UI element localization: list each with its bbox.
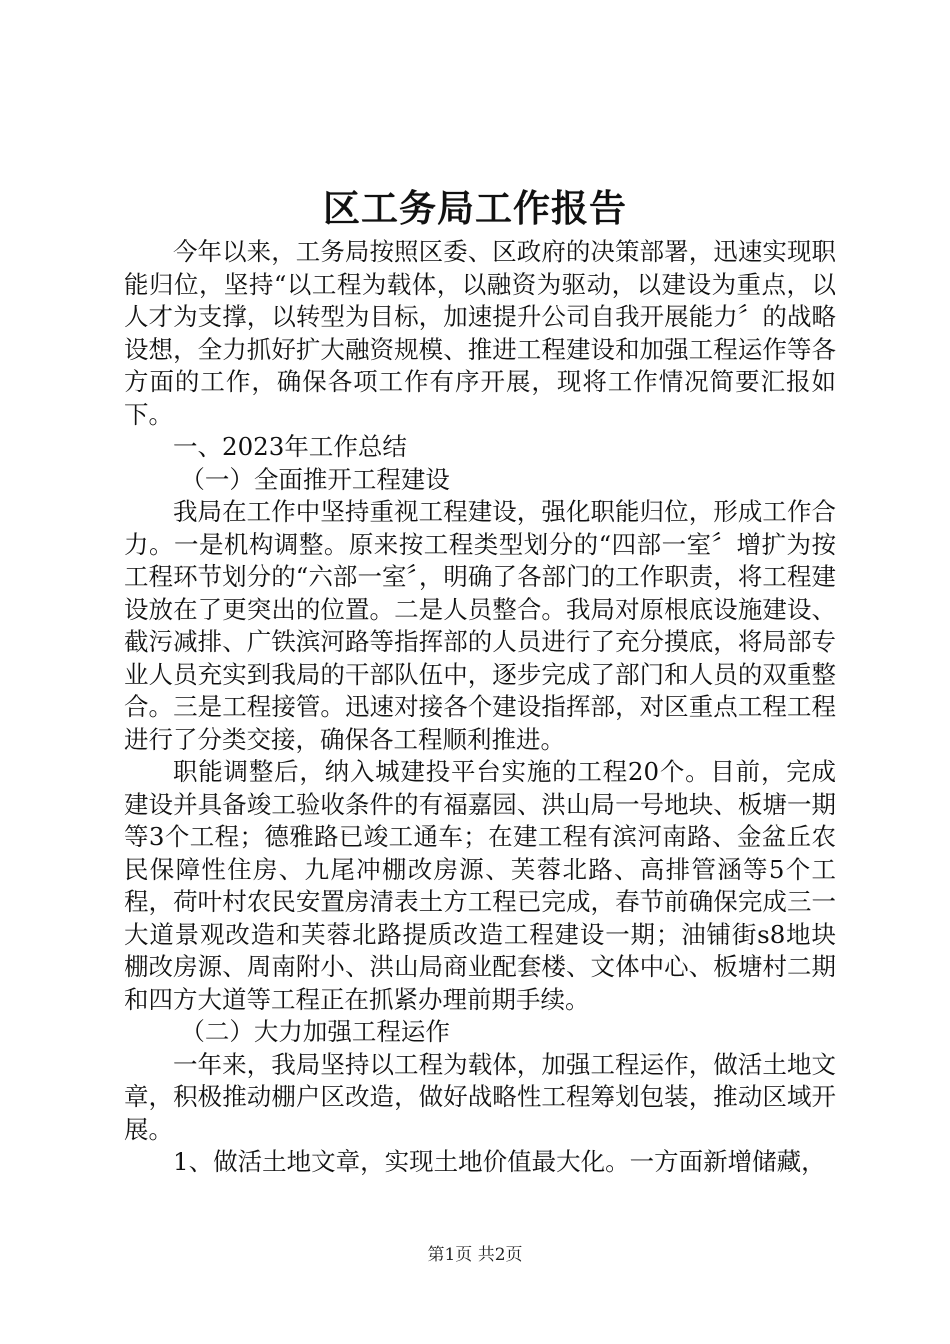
document-body (124, 236, 836, 1179)
paragraph: 一年来，我局坚持以工程为载体，加强工程运作，做活土地文章，积极推动棚户区改造，做好战略性工程筹划包装，推动区域开展。 (124, 1049, 836, 1144)
subsection-heading: （一）全面推开工程建设 (180, 464, 450, 494)
subsection-heading: （二）大力加强工程运作 (180, 1017, 450, 1046)
paragraph-intro: 今年以来，工务局按照区委、区政府的决策部署，迅速实现职能归位，坚持“以工程为载体，以融资为驱动，以建设为重点，以人才为支撑，以转型为目标，加速提升公司自我开展能力〞的战略设想，全力抓好扩大融资规模、推进工程建设和加强工程运作等各方面的工作，确保各项工作有序开展，现将工作情况简要汇报如下。 (124, 237, 836, 429)
page-footer: 第1页 共2页 (427, 1245, 523, 1265)
section-heading: 一、2023年工作总结 (173, 432, 407, 461)
document-title: 区工务局工作报告 (323, 186, 627, 230)
paragraph: 1、做活土地文章，实现土地价值最大化。一方面新增储藏， (173, 1147, 826, 1176)
paragraph: 我局在工作中坚持重视工程建设，强化职能归位，形成工作合力。一是机构调整。原来按工程类型划分的“四部一室〞增扩为按工程环节划分的“六部一室〞，明确了各部门的工作职责，将工程建设放在了更突出的位置。二是人员整合。我局对原根底设施建设、截污减排、广铁滨河路等指挥部的人员进行了充分摸底，将局部专业人员充实到我局的干部队伍中，逐步完成了部门和人员的双重整合。三是工程接管。迅速对接各个建设指挥部，对区重点工程工程进行了分类交接，确保各工程顺利推进。 (124, 497, 836, 754)
paragraph: 职能调整后，纳入城建投平台实施的工程20个。目前，完成建设并具备竣工验收条件的有福嘉园、洪山局一号地块、板塘一期等3个工程；德雅路已竣工通车；在建工程有滨河南路、金盆丘农民保障性住房、九尾冲棚改房源、芙蓉北路、高排管涵等5个工程，荷叶村农民安置房清表土方工程已完成，春节前确保完成三一大道景观改造和芙蓉北路提质改造工程建设一期；油铺街s8地块棚改房源、周南附小、洪山局商业配套楼、文体中心、板塘村二期和四方大道等工程正在抓紧办理前期手续。 (124, 757, 836, 1014)
